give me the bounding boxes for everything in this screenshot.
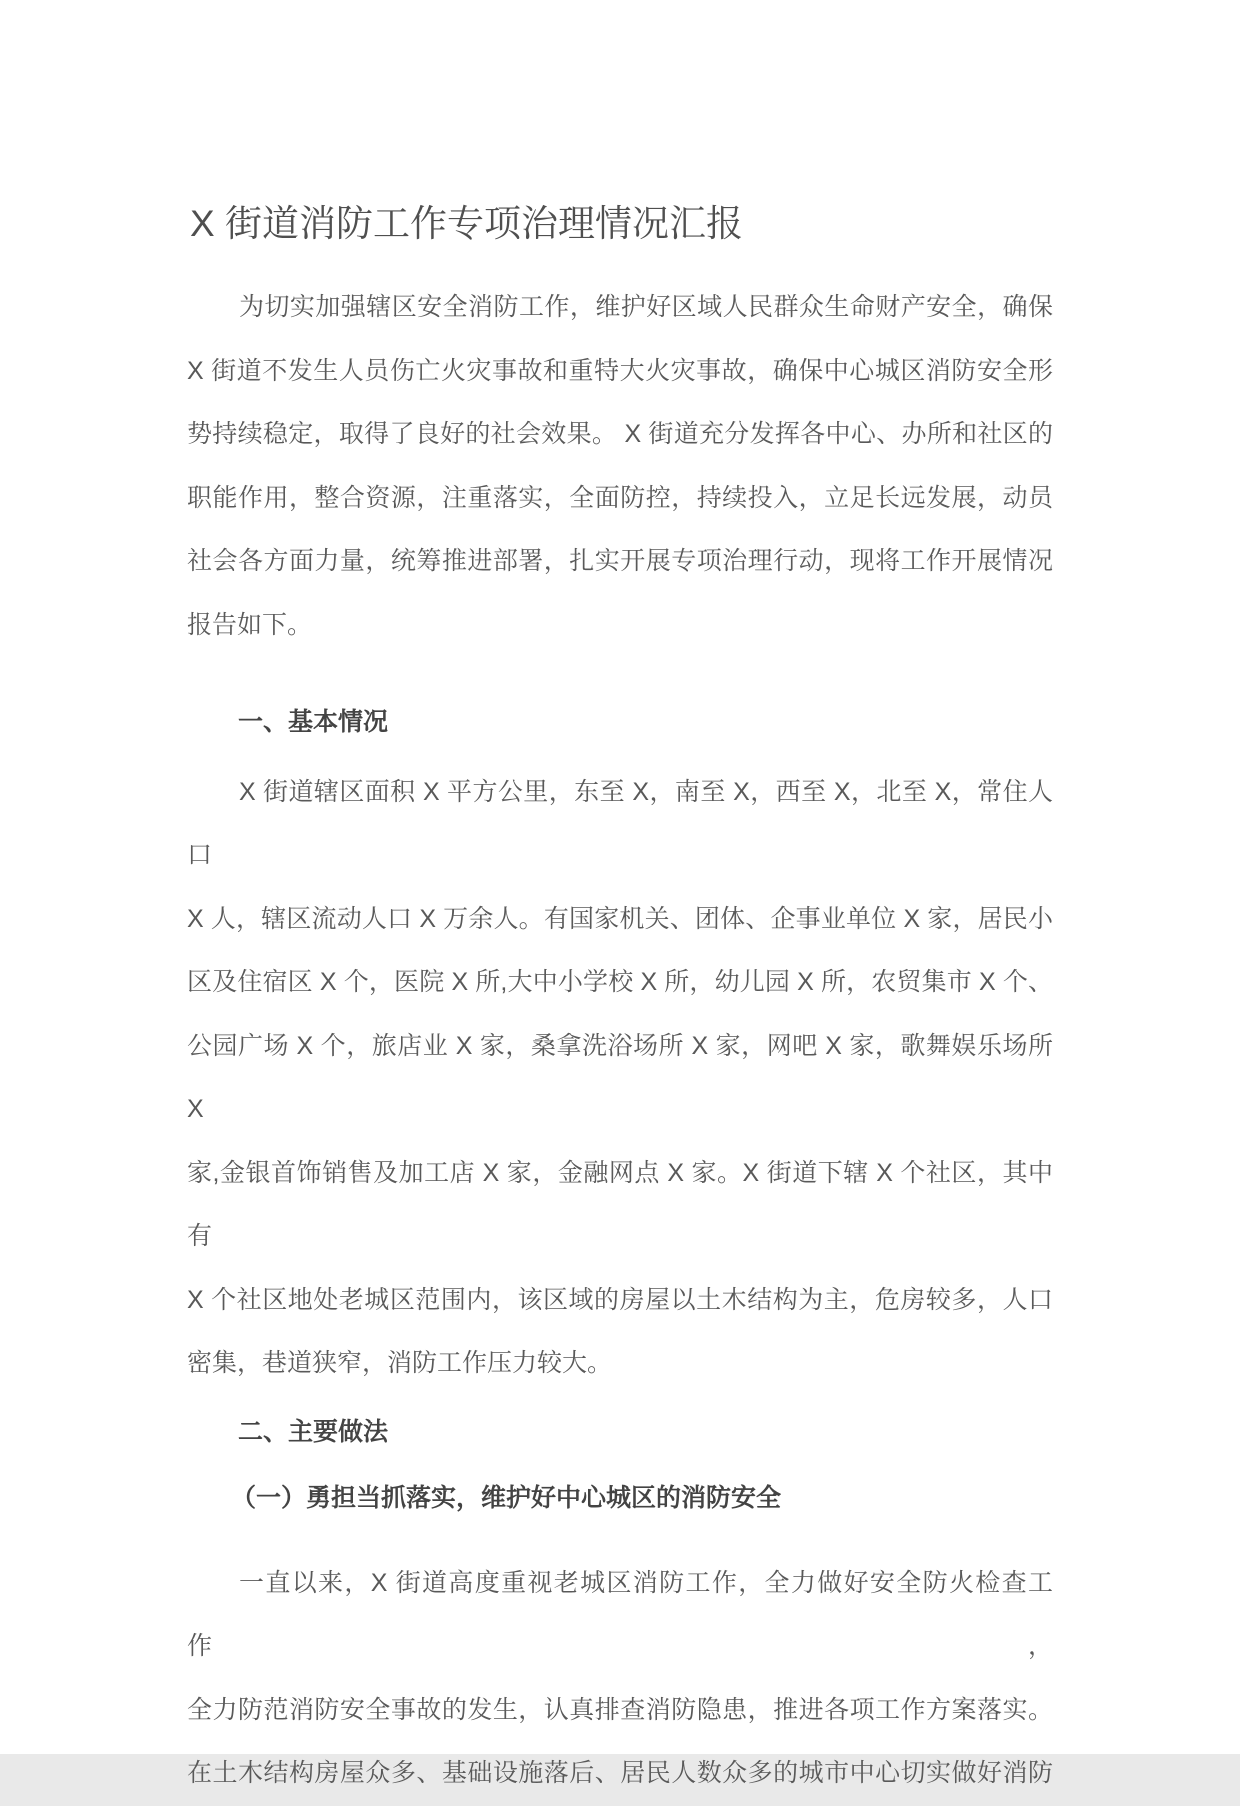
text-line: 全力防范消防安全事故的发生，认真排查消防隐患，推进各项工作方案落实。 [187,1695,1053,1724]
text-line: 密集，巷道狭窄，消防工作压力较大。 [187,1349,613,1377]
text-line: 家,金银首饰销售及加工店 X 家，金融网点 X 家。X 街道下辖 X 个社区，其中有 [187,1158,1053,1250]
text-line: 公园广场 X 个，旅店业 X 家，桑拿洗浴场所 X 家，网吧 X 家，歌舞娱乐场所 X [187,1031,1053,1123]
section-heading-main-practices: 二、主要做法 [238,1417,389,1446]
text-line: 社会各方面力量，统筹推进部署，扎实开展专项治理行动，现将工作开展情况 [187,547,1053,575]
text-line: X 街道不发生人员伤亡火灾事故和重特大火灾事故，确保中心城区消防安全形 [187,356,1053,385]
subsection-heading-fire-safety: （一）勇担当抓落实，维护好中心城区的消防安全 [231,1484,782,1512]
text-line: 区及住宿区 X 个，医院 X 所,大中小学校 X 所，幼儿园 X 所，农贸集市 X 个、 [187,968,1053,996]
text-line: 职能作用，整合资源，注重落实，全面防控，持续投入，立足长远发展，动员 [187,483,1053,512]
text-line: X 个社区地处老城区范围内，该区域的房屋以土木结构为主，危房较多，人口 [187,1285,1053,1314]
text-line: 报告如下。 [187,610,313,639]
text-line: 势持续稳定，取得了良好的社会效果。 X 街道充分发挥各中心、办所和社区的 [187,420,1053,448]
text-line: 一直以来，X 街道高度重视老城区消防工作，全力做好安全防火检查工作， [187,1568,1053,1660]
document-content [187,0,1053,1806]
paragraph-practices-detail [187,1552,1053,1806]
text-line: X 街道辖区面积 X 平方公里，东至 X，南至 X，西至 X，北至 X，常住人口 [187,777,1053,869]
section-heading-basic-situation: 一、基本情况 [238,708,389,736]
document-title: X 街道消防工作专项治理情况汇报 [190,203,743,244]
text-line: 为切实加强辖区安全消防工作，维护好区域人民群众生命财产安全，确保 [239,293,1053,321]
text-line: X 人，辖区流动人口 X 万余人。有国家机关、团体、企事业单位 X 家，居民小 [187,904,1053,933]
text-line: 在土木结构房屋众多、基础设施落后、居民人数众多的城市中心切实做好消防 [187,1759,1053,1787]
paragraph-basic-situation [187,761,1053,1396]
paragraph-intro [187,276,1053,657]
